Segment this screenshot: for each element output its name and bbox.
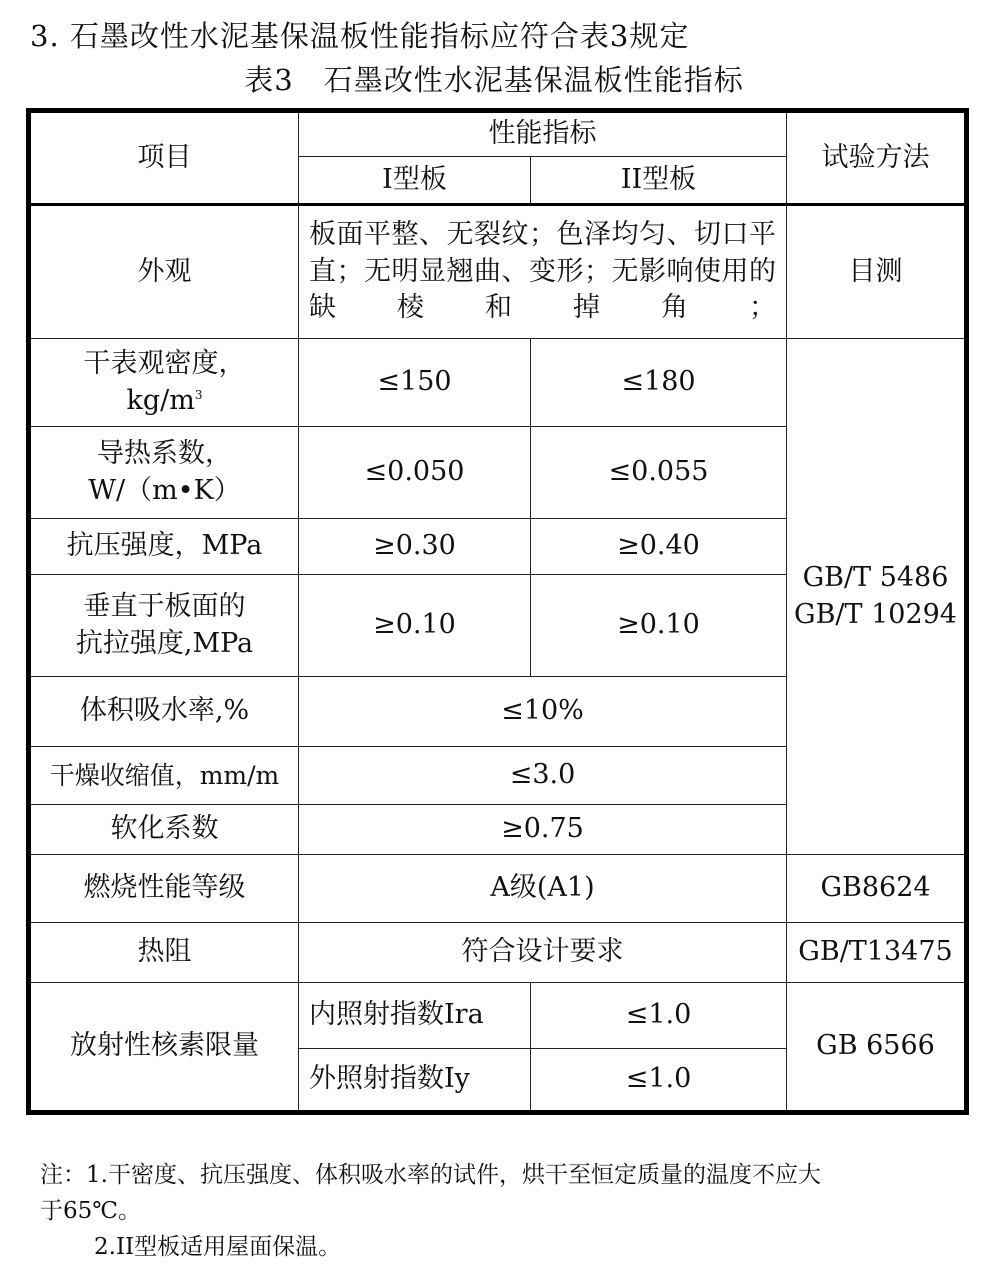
density-unit: [35, 383, 294, 419]
shared-method: [787, 339, 967, 855]
table-header-row: [29, 111, 967, 157]
radioactivity-name: 放射性核素限量: [29, 983, 299, 1113]
table-row: [29, 205, 967, 339]
shrinkage-value: ≤3.0: [299, 747, 787, 805]
compressive-type1: ≥0.30: [299, 519, 531, 575]
density-unit-base: kg/m: [126, 384, 195, 416]
tensile-type2: ≥0.10: [531, 575, 787, 677]
shrinkage-name: 干燥收缩值，mm/m: [29, 747, 299, 805]
conductivity-label: 导热系数，: [97, 438, 232, 470]
conductivity-name: [29, 427, 299, 519]
density-unit-exponent: 3: [194, 387, 203, 402]
conductivity-type2: ≤0.055: [531, 427, 787, 519]
header-method: 试验方法: [787, 111, 967, 205]
table-row: [29, 855, 967, 923]
conductivity-type1: ≤0.050: [299, 427, 531, 519]
header-performance: 性能指标: [299, 111, 787, 157]
water-absorption-name: 体积吸水率,%: [29, 677, 299, 747]
softening-name: 软化系数: [29, 805, 299, 855]
density-name: [29, 339, 299, 427]
compressive-type2: ≥0.40: [531, 519, 787, 575]
note-2: 2.II型板适用屋面保温。: [94, 1234, 342, 1260]
performance-table: [26, 108, 969, 1115]
shared-method-line1: GB/T 5486: [802, 562, 949, 594]
note-1-line-2: 于65℃。: [40, 1198, 141, 1224]
tensile-name: [29, 575, 299, 677]
appearance-value: [299, 205, 787, 339]
density-type2: ≤180: [531, 339, 787, 427]
table-row: [29, 339, 967, 427]
thermal-resistance-value: 符合设计要求: [299, 923, 787, 983]
table-row: [29, 923, 967, 983]
radioactivity-external-value: ≤1.0: [531, 1049, 787, 1113]
appearance-method: 目测: [787, 205, 967, 339]
combustion-value: A级(A1): [299, 855, 787, 923]
tensile-label-line2: 抗拉强度,MPa: [75, 627, 254, 659]
radioactivity-internal-label: 内照射指数Ira: [299, 983, 531, 1049]
header-type2: II型板: [531, 157, 787, 205]
header-item: 项目: [29, 111, 299, 205]
radioactivity-method: GB 6566: [787, 983, 967, 1113]
radioactivity-internal-value: ≤1.0: [531, 983, 787, 1049]
shared-method-line2: GB/T 10294: [794, 598, 957, 630]
table-row: [29, 983, 967, 1049]
note-1-line-1: 注：1.干密度、抗压强度、体积吸水率的试件，烘干至恒定质量的温度不应大: [40, 1162, 821, 1188]
table-caption: 表3 石墨改性水泥基保温板性能指标: [244, 63, 744, 97]
combustion-name: 燃烧性能等级: [29, 855, 299, 923]
softening-value: ≥0.75: [299, 805, 787, 855]
combustion-method: GB8624: [787, 855, 967, 923]
thermal-resistance-method: GB/T13475: [787, 923, 967, 983]
appearance-value-text: 板面平整、无裂纹；色泽均匀、切口平直；无明显翘曲、变形；无影响使用的缺棱和掉角；: [309, 219, 776, 324]
appearance-name: 外观: [29, 205, 299, 339]
water-absorption-value: ≤10%: [299, 677, 787, 747]
conductivity-unit: W/（m•K）: [88, 474, 241, 506]
density-label: 干表观密度，: [83, 348, 246, 380]
radioactivity-external-label: 外照射指数Iy: [299, 1049, 531, 1113]
compressive-name: 抗压强度，MPa: [29, 519, 299, 575]
tensile-label-line1: 垂直于板面的: [83, 591, 246, 623]
section-heading: 3. 石墨改性水泥基保温板性能指标应符合表3规定: [30, 19, 690, 53]
header-type1: I型板: [299, 157, 531, 205]
thermal-resistance-name: 热阻: [29, 923, 299, 983]
tensile-type1: ≥0.10: [299, 575, 531, 677]
density-type1: ≤150: [299, 339, 531, 427]
